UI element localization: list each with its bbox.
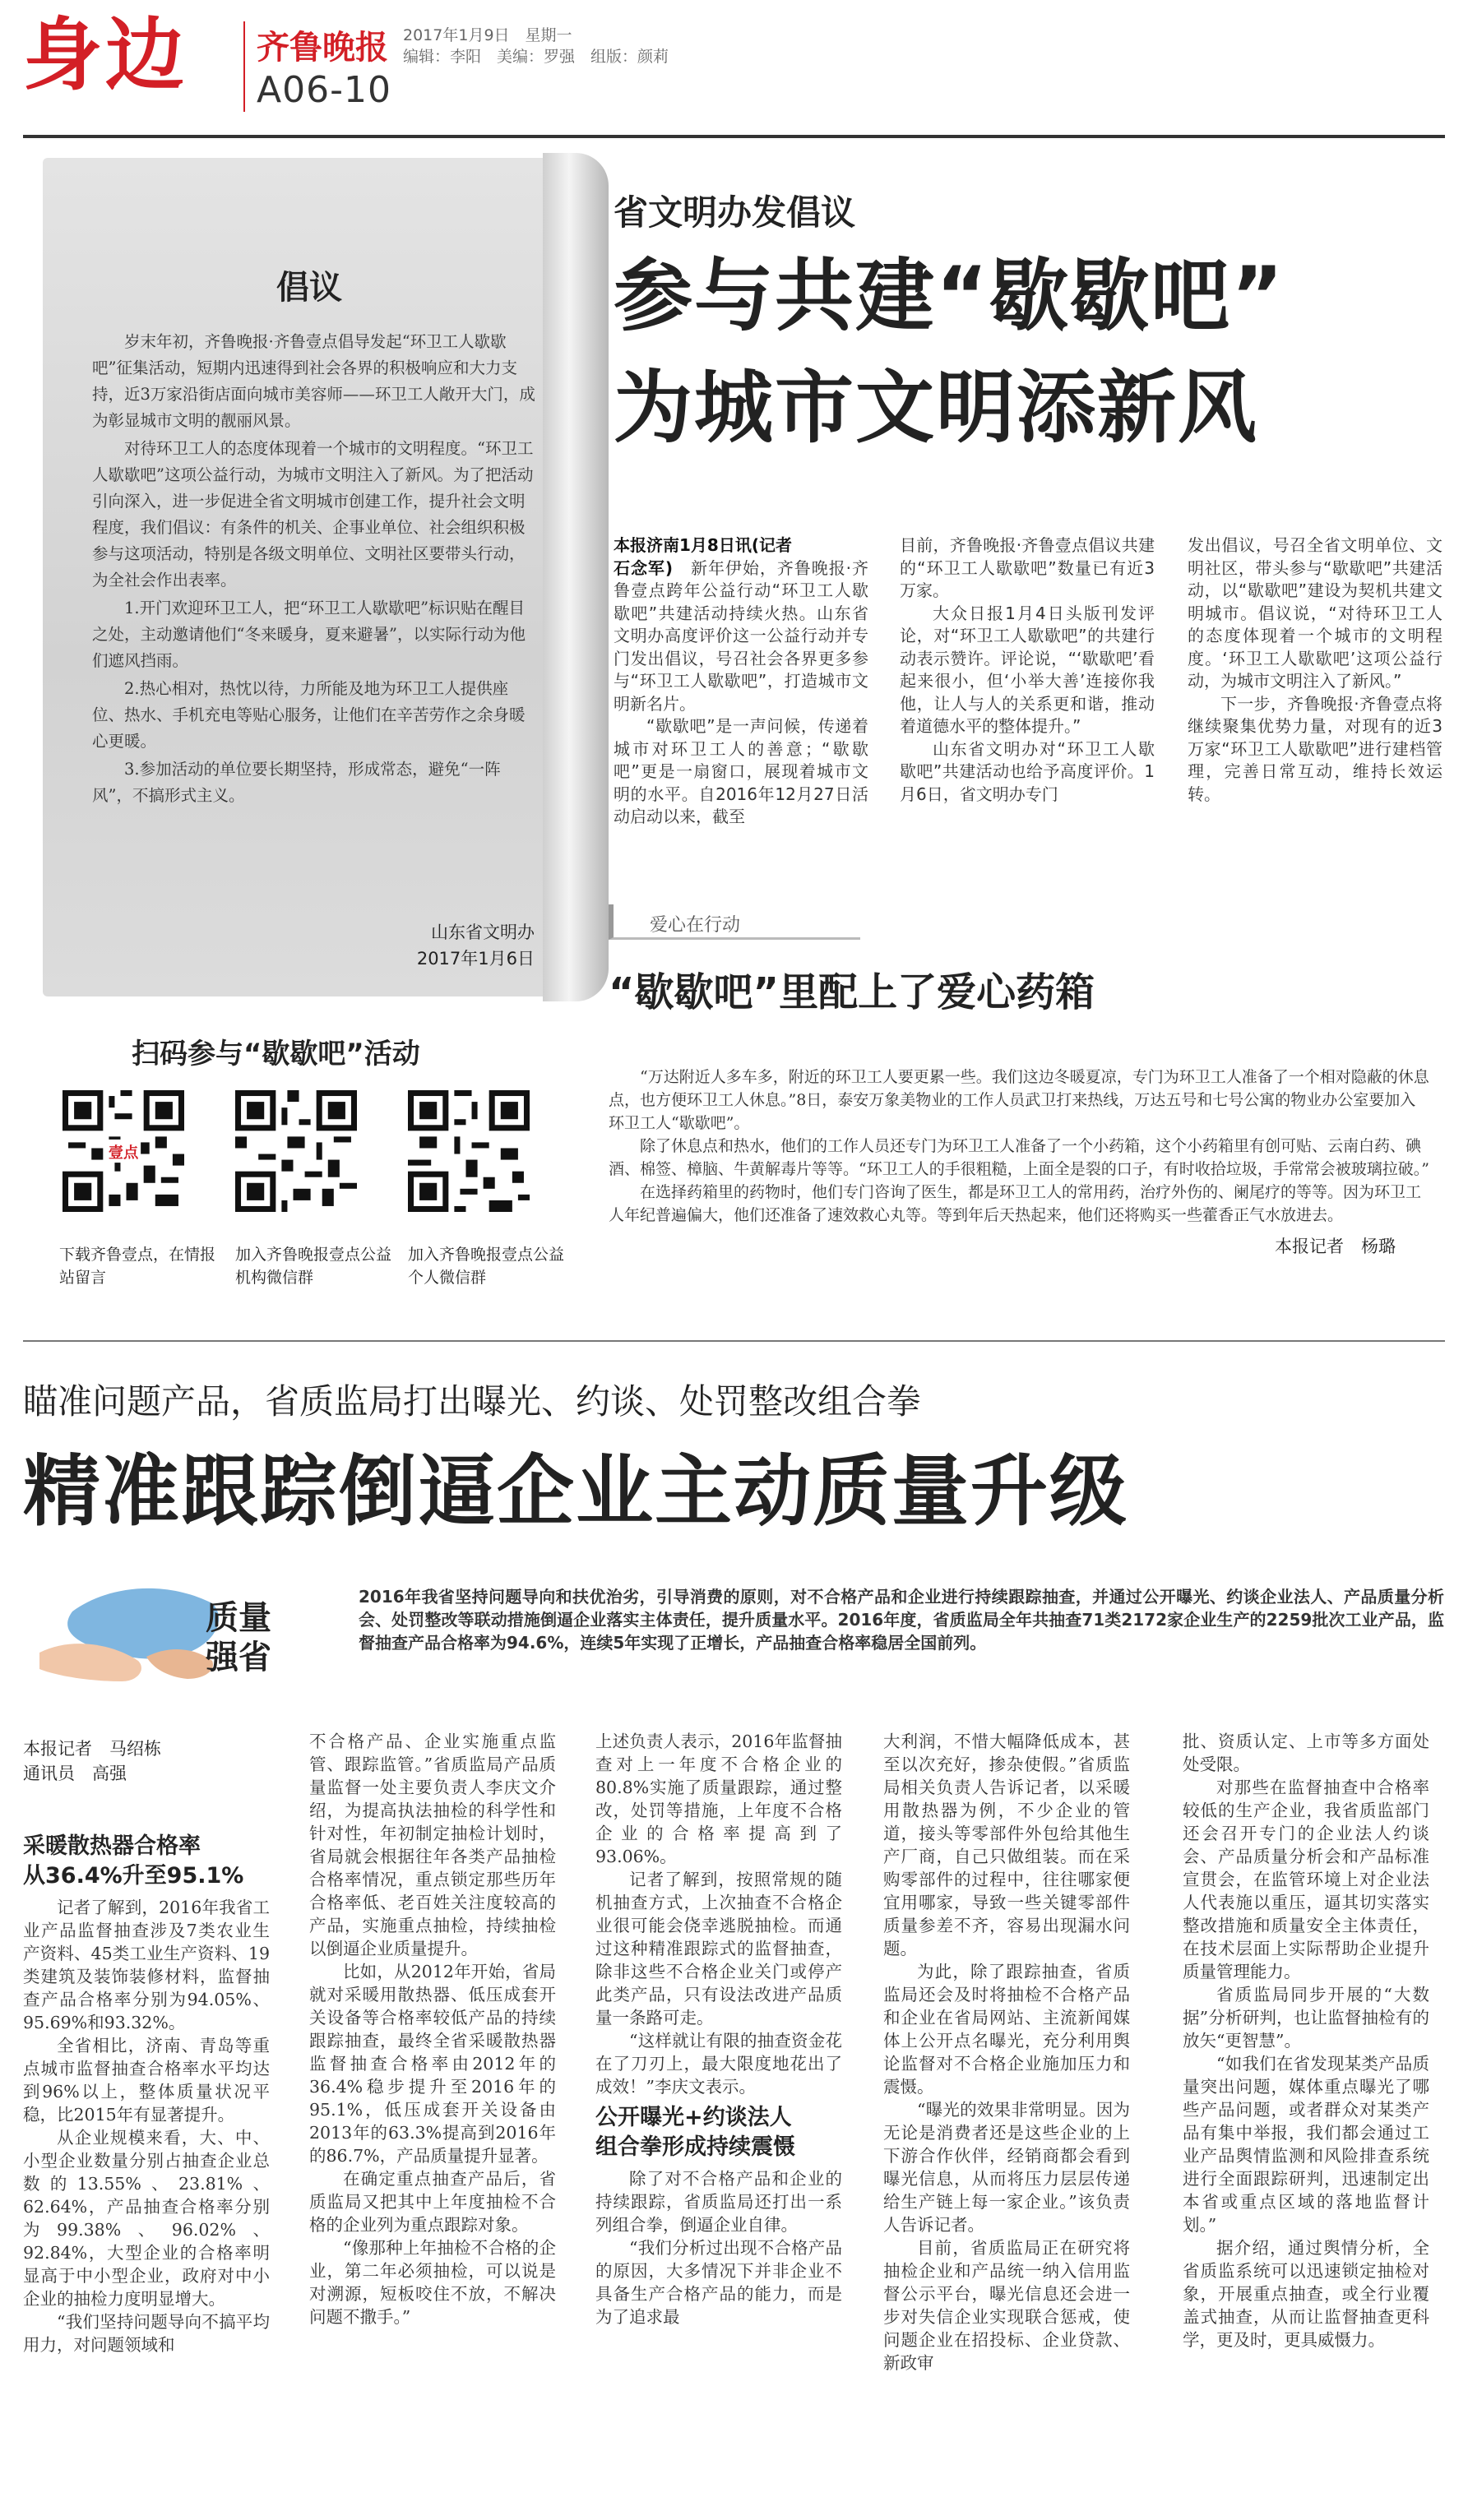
header-rule [23,135,1445,138]
sub-paragraph: 在选择药箱里的药物时，他们专门咨询了医生，都是环卫工人的常用药，治疗外伤的、阑尾疗的等等。因为环卫工人年纪普遍偏大，他们还准备了速效救心丸等。等到年后天热起来，他们还将购买一些藿香正气水放进去。 [609,1183,1422,1224]
article-paragraph: 从企业规模来看，大、中、小型企业数量分别占抽查企业总数的13.55%、23.81%、62.64%，产品抽查合格率分别为99.38%、96.02%、92.84%，大型企业的合格率明显高于中小型企业，政府对中小企业的抽检力度明显增大。 [23,2128,270,2309]
sub-paragraph: “万达附近人多车多，附近的环卫工人要更累一些。我们这边冬暖夏凉，专门为环卫工人准备了一个相对隐蔽的休息点，也方便环卫工人休息。”8日，泰安万象美物业的工作人员武卫打来热线，万达五号和七号公寓的物业办公室要加入环卫工人“歇歇吧”。 [609,1068,1429,1132]
article-paragraph: 大众日报1月4日头版刊发评论，对“环卫工人歇歇吧”的共建行动表示赞许。评论说，“‘歇歇吧’看起来很小，但‘小举大善’连接你我他，让人与人的关系更和谐，推动着道德水平的整体提升。” [900,603,1155,736]
article-paragraph: 目前，省质监局正在研究将抽检企业和产品统一纳入信用监督公示平台，曝光信息还会进一步对失信企业实现联合惩戒，使问题企业在招投标、企业贷款、新政审 [883,2238,1130,2373]
quality-logo-text [206,1598,271,1677]
article-paragraph: 全省相比，济南、青岛等重点城市监督抽查合格率水平均达到96%以上，整体质量状况平稳，比2015年有显著提升。 [23,2036,270,2125]
sec2-kicker: 瞄准问题产品，省质监局打出曝光、约谈、处罚整改组合拳 [23,1381,922,1422]
quality-logo-text-1: 质量 [206,1599,271,1637]
article-paragraph: 上述负责人表示，2016年监督抽查对上一年度不合格企业的80.8%实施了质量跟踪，通过整改，处罚等措施，上年度不合格企业的合格率提高到了93.06%。 [595,1732,842,1866]
article-paragraph: 为此，除了跟踪抽查，省质监局还会及时将抽检不合格产品和企业在省局网站、主流新闻媒体上公开点名曝光，充分利用舆论监督对不合格企业施加压力和震慑。 [883,1962,1130,2097]
proposal-signature [362,919,535,972]
proposal-paragraph: 对待环卫工人的态度体现着一个城市的文明程度。“环卫工人歇歇吧”这项公益行动，为城市文明注入了新风。为了把活动引向深入，进一步促进全省文明城市创建工作，提升社会文明程度，我们倡议：有条件的机关、企事业单位、社会组织积极参与这项活动，特别是各级文明单位、文明社区要带头行动，为全社会作出表率。 [92,439,534,590]
sub-paragraph: 除了休息点和热水，他们的工作人员还专门为环卫工人准备了一个小药箱，这个小药箱里有创可贴、云南白药、碘酒、棉签、樟脑、牛黄解毒片等等。“环卫工人的手很粗糙，上面全是裂的口子，有时收拾垃圾，手常常会被玻璃拉破。” [609,1137,1429,1178]
article-paragraph: 发出倡议，号召全省文明单位、文明社区，带头参与“歇歇吧”共建活动，以“歇歇吧”建设为契机共建文明城市。倡议说，“对待环卫工人的态度体现着一个城市的文明程度。‘环卫工人歇歇吧’这项公益行动，为城市文明注入了新风。” [1188,535,1443,691]
sub-body [609,1066,1431,1227]
proposal-date: 2017年1月6日 [416,949,535,969]
article-paragraph: 大利润，不惜大幅降低成本，甚至以次充好，掺杂使假。”省质监局相关负责人告诉记者，以采暖用散热器为例，不少企业的管道，接头等零部件外包给其他生产厂商，自己只做组装。而在采购零部件的过程中，往往哪家便宜用哪家，导致一些关键零部件质量参差不齐，容易出现漏水问题。 [883,1732,1130,1958]
issue-weekday: 星期一 [525,26,572,44]
page-number: A06-10 [257,69,391,111]
issue-info [403,25,669,67]
sec2-correspondent: 通讯员 高强 [23,1764,127,1783]
section-title: 身边 [23,9,188,101]
article-paragraph: 批、资质认定、上市等多方面处处受限。 [1183,1732,1429,1774]
sec2-column-1 [23,1827,270,2356]
article-paragraph: 在确定重点抽查产品后，省质监局又把其中上年度抽检不合格的企业列为重点跟踪对象。 [309,2169,556,2235]
article-paragraph: 省质监局同步开展的“大数据”分析研判，也让监督抽检有的放矢“更智慧”。 [1183,1985,1429,2051]
qr-caption-3: 加入齐鲁晚报壹点公益个人微信群 [408,1246,565,1287]
proposal-body [92,329,536,811]
lead-dateline: 本报济南1月8日讯(记者 [614,535,792,555]
article-paragraph: “曝光的效果非常明显。因为无论是消费者还是这些企业的上下游合作伙伴，经销商都会看到曝光信息，从而将压力层层传递给生产链上每一家企业。”该负责人告诉记者。 [883,2100,1130,2235]
article-paragraph: 据介绍，通过舆情分析，全省质监系统可以迅速锁定抽检对象，开展重点抽查，或全行业覆盖式抽查，从而让监督抽查更科学，更及时，更具威慑力。 [1183,2238,1429,2350]
sub-tag: 爱心在行动 [650,915,741,936]
qr-caption-1: 下载齐鲁壹点，在情报站留言 [59,1246,216,1287]
proposal-paragraph: 3.参加活动的单位要长期坚持，形成常态，避免“一阵风”，不搞形式主义。 [92,760,501,805]
article-paragraph: 比如，从2012年开始，省局就对采暖用散热器、低压成套开关设备等合格率较低产品的持续跟踪抽查，最终全省采暖散热器监督抽查合格率由2012年的36.4%稳步提升至2016年的95.1%，低压成套开关设备由2013年的63.3%提高到2016年的86.7%，产品质量提升显著。 [309,1962,556,2166]
article-paragraph: “这样就让有限的抽查资金花在了刀刃上，最大限度地花出了成效！”李庆文表示。 [595,2031,842,2097]
sec2-reporter: 本报记者 马绍栋 [23,1739,161,1759]
sec2-column-2 [309,1730,556,2328]
proposal-signer: 山东省文明办 [431,922,535,942]
article-paragraph: 对那些在监督抽查中合格率较低的生产企业，我省质监部门还会召开专门的企业法人约谈会、产品质量分析会和产品标准宣贯会，在监管环境上对企业法人代表施以重压，逼其切实落实整改措施和质量安全主体责任，在技术层面上实际帮助企业提升质量管理能力。 [1183,1778,1429,1981]
article-paragraph: 记者了解到，2016年我省工业产品监督抽查涉及7类农业生产资料、45类工业生产资料、19类建筑及装饰装修材料，监督抽查产品合格率分别为94.05%、95.69%和93.32%。 [23,1898,270,2032]
qr-code-1[interactable] [63,1090,184,1212]
article-paragraph: “如我们在省发现某类产品质量突出问题，媒体重点曝光了哪些产品问题，或者群众对某类产品有集中举报，我们都会通过工业产品舆情监测和风险排查系统进行全面跟踪研判，迅速制定出本省或重点区域的落地监督计划。” [1183,2054,1429,2235]
qr-center-label: 壹点 [108,1144,139,1162]
main-column-2 [900,534,1155,806]
article-paragraph: “我们分析过出现不合格产品的原因，大多情况下并非企业不具备生产合格产品的能力，而是为了追求最 [595,2238,842,2327]
proposal-paragraph: 岁末年初，齐鲁晚报·齐鲁壹点倡导发起“环卫工人歇歇吧”征集活动，短期内迅速得到社会各界的积极响应和大力支持，近3万家沿街店面向城市美容师——环卫工人敞开大门，成为彰显城市文明的靓丽风景。 [92,332,535,430]
sec2-headline: 精准跟踪倒逼企业主动质量升级 [23,1447,1129,1537]
section-rule [23,1340,1445,1342]
sub-headline: “歇歇吧”里配上了爱心药箱 [609,969,1095,1015]
qr-title: 扫码参与“歇歇吧”活动 [132,1038,420,1070]
main-headline-line2: 为城市文明添新风 [614,362,1258,454]
sec2-byline [23,1736,161,1786]
lead-reporter: 石念军) 新年伊始，齐鲁晚报·齐鲁壹点跨年公益行动“环卫工人歇歇吧”共建活动持续火热。山东省文明办高度评价这一公益行动并专门发出倡议，号召社会各界更多参与“环卫工人歇歇吧”，打造城市文明新名片。 [614,557,869,714]
sec2-subhead-2b: 组合拳形成持续震慑 [595,2134,795,2160]
proposal-paragraph: 1.开门欢迎环卫工人，把“环卫工人歇歇吧”标识贴在醒目之处，主动邀请他们“冬来暖身，夏来避暑”，以实际行动为他们遮风挡雨。 [92,599,526,670]
paper-logo: 齐鲁晚报 [257,28,388,67]
main-column-1 [614,534,868,829]
sec2-subhead-1a: 采暖散热器合格率 [23,1833,201,1859]
qr-caption-2: 加入齐鲁晚报壹点公益机构微信群 [235,1246,392,1287]
main-headline-line1: 参与共建“歇歇吧” [614,250,1285,342]
article-paragraph: “我们坚持问题导向不搞平均用力，对问题领域和 [23,2312,270,2355]
article-paragraph: “像那种上年抽检不合格的企业，第二年必须抽检，可以说是对溯源，短板咬住不放，不解决问题不撒手。” [309,2238,556,2327]
header-divider [243,21,245,112]
article-paragraph: 不合格产品、企业实施重点监管、跟踪监管。”省质监局产品质量监督一处主要负责人李庆文介绍，为提高执法抽检的科学性和针对性，年初制定抽检计划时，省局就会根据往年各类产品抽检合格率情况，重点锁定那些历年合格率低、老百姓关注度较高的产品，实施重点抽检，持续抽检以倒逼企业质量提升。 [309,1732,556,1958]
issue-date: 2017年1月9日 [403,26,510,44]
article-paragraph: 山东省文明办对“环卫工人歇歇吧”共建活动也给予高度评价。1月6日，省文明办专门 [900,738,1155,804]
proposal-paragraph: 2.热心相对，热忱以待，力所能及地为环卫工人提供座位、热水、手机充电等贴心服务，让他们在辛苦劳作之余身暖心更暖。 [92,679,526,751]
sec2-subhead-2a: 公开曝光+约谈法人 [595,2105,792,2130]
editor-credits: 编辑：李阳 美编：罗强 组版：颜莉 [403,48,669,66]
article-paragraph: 记者了解到，按照常规的随机抽查方式，上次抽查不合格企业很可能会侥幸逃脱抽检。而通过这种精准跟踪式的监督抽查，除非这些不合格企业关门或停产此类产品，只有设法改进产品质量一条路可走。 [595,1870,842,2028]
article-paragraph: 下一步，齐鲁晚报·齐鲁壹点将继续聚集优势力量，对现有的近3万家“环卫工人歇歇吧”进行建档管理，完善日常互动，维持长效运转。 [1188,693,1443,804]
sec2-column-5 [1183,1730,1429,2351]
main-column-3 [1188,534,1443,806]
quality-logo-image [23,1579,319,1694]
qr-code-3[interactable] [408,1090,530,1212]
sec2-intro: 2016年我省坚持问题导向和扶优治劣，引导消费的原则，对不合格产品和企业进行持续跟踪抽查，并通过公开曝光、约谈企业法人、产品质量分析会、处罚整改等联动措施倒逼企业落实主体责任，提升质量水平。2016年度，省质监局全年共抽查71类2172家企业生产的2259批次工业产品，监督抽查产品合格率为94.6%，连续5年实现了正增长，产品抽查合格率稳居全国前列。 [359,1587,1444,1653]
article-paragraph: 除了对不合格产品和企业的持续跟踪，省质监局还打出一系列组合拳，倒逼企业自律。 [595,2169,842,2235]
sub-author: 本报记者 杨璐 [1275,1237,1396,1256]
sec2-column-3 [595,1730,842,2328]
article-paragraph: “歇歇吧”是一声问候，传递着城市对环卫工人的善意；“歇歇吧”更是一扇窗口，展现着城市文明的水平。自2016年12月27日活动启动以来，截至 [614,716,868,826]
main-kicker: 省文明办发倡议 [614,192,856,233]
sec2-subhead-1b: 从36.4%升至95.1% [23,1863,244,1889]
qr-code-2[interactable] [235,1090,357,1212]
article-paragraph: 目前，齐鲁晚报·齐鲁壹点倡议共建的“环卫工人歇歇吧”数量已有近3万家。 [900,535,1155,600]
quality-logo-text-2: 强省 [206,1639,271,1676]
sec2-column-4 [883,1730,1130,2374]
proposal-title: 倡议 [276,269,342,307]
